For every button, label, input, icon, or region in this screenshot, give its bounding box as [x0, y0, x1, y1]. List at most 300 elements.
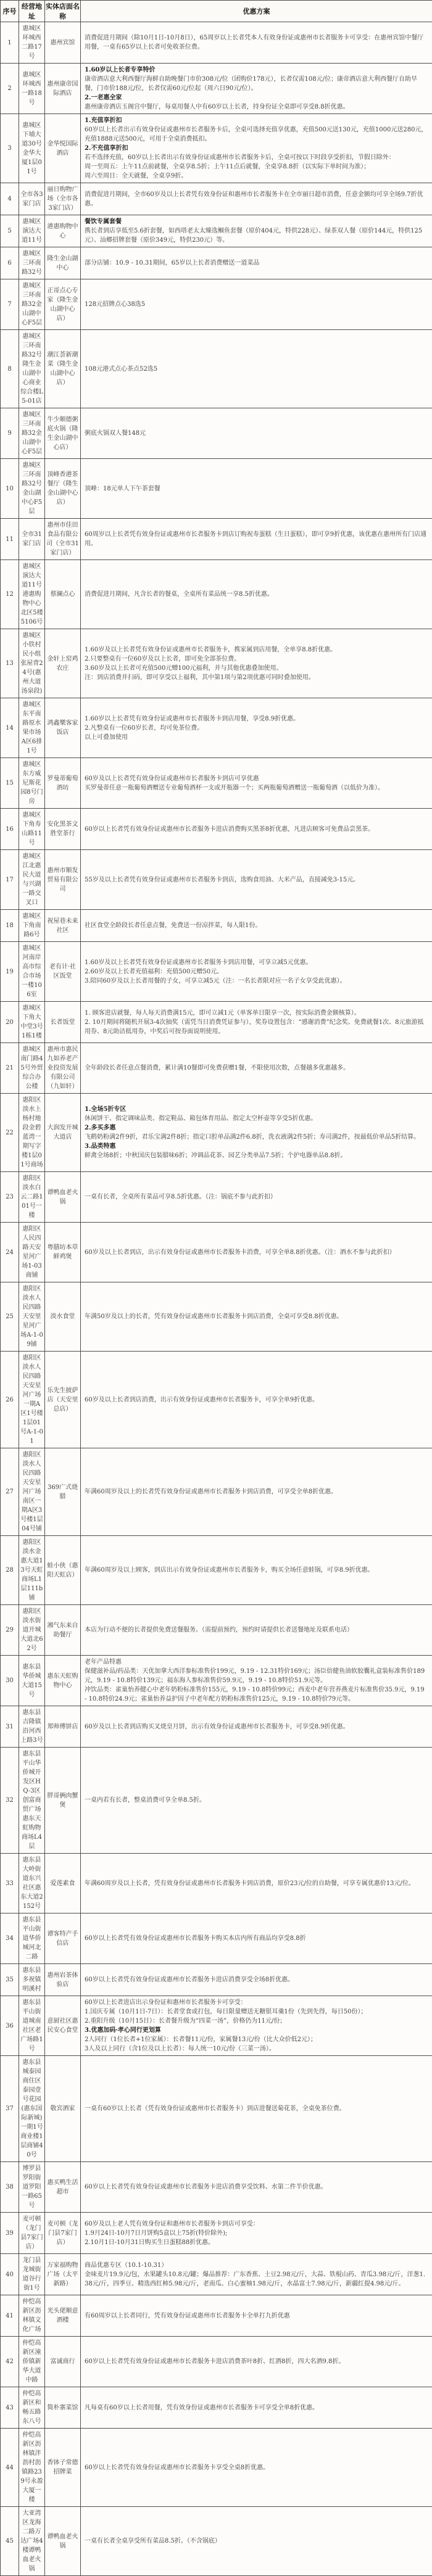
address-cell: 惠城区东平南路原水果市场A区6排1号 [19, 698, 45, 758]
offer-cell [81, 1996, 432, 2056]
offer-line: 60岁及以上长者到店，出示有效身份证或惠州市长者服务卡消费，可享全单8.8折优惠。（注：酒水不参与此折扣） [85, 1248, 428, 1257]
address-cell: 惠城区河南岸高市综合市场一楼106室 [19, 942, 45, 1002]
row-number-cell: 28 [1, 1536, 19, 1605]
offer-line: 1. 顾客进店就餐，每人每天消费满15元，即可立减1元（单客单日限享一次，按实际消费金额核算）。 [85, 1009, 428, 1018]
offer-line: 1.60岁以上长者专享特价 [85, 65, 428, 75]
table-row [1, 1282, 432, 1352]
store-name-cell: 蛙小侠（惠阳天虹店） [45, 1536, 81, 1605]
offer-line: 60周岁以上长者凭有效身份证或惠州市长者服务卡到店订购祝寿蛋糕（生日蛋糕），即可享9折优惠，该优惠在惠州所有门店通用。 [85, 530, 428, 548]
table-row [1, 942, 432, 1002]
header-store-name: 实体店面名称 [45, 1, 81, 22]
store-name-cell: 谭鸭血老火锅 [45, 2507, 81, 2576]
address-cell: 惠阳区淡水人民四路天安星河广场南区一期A区3号楼1层04号铺 [19, 1448, 45, 1536]
store-name-cell: 香钵子常德招牌菜 [45, 2429, 81, 2507]
offer-line: 2.只要整桌有一位60岁及以上长者，即可免全部茶位费。 [85, 654, 428, 664]
row-number-cell: 22 [1, 1094, 19, 1172]
row-number-cell: 31 [1, 1706, 19, 1748]
offer-line: 2.凡整桌有一位60岁长者，均可免茶位费。 [85, 724, 428, 733]
address-cell: 全市各3家门店 [19, 183, 45, 215]
row-number-cell: 40 [1, 2254, 19, 2295]
address-cell: 全市31家门店 [19, 519, 45, 560]
address-cell: 惠阳区淡水人民四路天安星河广场一期A区1号楼1层01号A-1-01 [19, 1352, 45, 1448]
offer-line: 惠州康帝酒店玉阁宫中餐厅，每桌用餐人中有60岁以上长者，持身份证全桌即可享受8.8折优惠。 [85, 102, 428, 112]
offer-cell [81, 2295, 432, 2337]
row-number-cell: 11 [1, 519, 19, 560]
address-cell: 惠城区小铁村民小组张屋背24号(惠州大道汤泉段) [19, 629, 45, 698]
offer-line: 60岁及以上长者凭有效身份证或惠州市长者服务卡到店可享优惠 [85, 774, 428, 783]
address-cell: 惠东县平山华侨城开发区HQ-3区创富商贸广场惠东天虹购物商场L4层 [19, 1748, 45, 1854]
table-row [1, 1996, 432, 2056]
row-number-cell: 24 [1, 1223, 19, 1282]
table-row [1, 910, 432, 942]
row-number-cell: 42 [1, 2337, 19, 2387]
table-row [1, 2337, 432, 2387]
offer-line: 冲饮品类：雀巢怡养健心中老年奶粉标准售价155元，9.19 - 10.8特价99元；西麦中老年营养燕麦片标准售价35.9元，9.19 - 10.8特价24.9元；雀巢怡养益护因子中老年配方奶粉标准售价125元，9.19 - 10.8特价79元等。 [85, 1685, 428, 1704]
offer-cell [81, 247, 432, 279]
store-name-cell: 金轩上窑鸡农庄 [45, 629, 81, 698]
offer-line: 3.品类特惠 [85, 1142, 428, 1151]
header-no: 序号 [1, 1, 19, 22]
store-name-cell: 安化黑茶文胜堂茶行 [45, 809, 81, 850]
row-number-cell: 38 [1, 2162, 19, 2213]
offer-line: 携长者到店享低至5.6折套餐，如西塔老太太臻选鲴鱼套餐（原价404元，特供228元）、绿茶双人餐（原价144元，特供125元）、汕郷招牌套餐（原价349元，特供230元）等。 [85, 226, 428, 245]
offer-line: 3.优惠加码·孝心同行更划算 [85, 2026, 428, 2035]
offer-cell [81, 64, 432, 114]
offer-line: 一桌内若有长者，整桌消费可享全单8.5折。 [85, 1796, 428, 1805]
table-row [1, 1656, 432, 1706]
table-row [1, 1706, 432, 1748]
row-number-cell: 9 [1, 408, 19, 459]
table-row [1, 330, 432, 408]
row-number-cell: 6 [1, 247, 19, 279]
row-number-cell: 32 [1, 1748, 19, 1854]
offer-line: 消费促进月期间，全市60岁及以上长者凭有效身份证和惠州市长者服务卡在全市丽日超市消费，任意金额均可享全场9.7折优惠。 [85, 190, 428, 208]
offer-line: 60岁及以上长者到店消费，出示有效身份证或惠州市长者服务卡，可享全单9折优惠。 [85, 1395, 428, 1405]
table-row [1, 2507, 432, 2576]
offer-cell [81, 1964, 432, 1996]
offer-cell [81, 758, 432, 809]
address-cell: 惠城区三环南路32号隆生金山湖中心商业综合楼L5-01店 [19, 330, 45, 408]
table-row [1, 2213, 432, 2254]
store-name-cell: 369广式烧腊 [45, 1448, 81, 1536]
offer-line: 1.充值享折扣 [85, 116, 428, 125]
store-name-cell: 惠州岩茶体验店 [45, 1964, 81, 1996]
offer-line: 60岁以上长者凭有效身份证或惠州市长者服务卡购买本店内所有商品均享受8.8折 [85, 1934, 428, 1943]
offer-line: 休闲饼干、指定调味品类、指定鞋品、箱包体育用品、指定太空杯壶等享受5折优惠。 [85, 1114, 428, 1123]
row-number-cell: 41 [1, 2295, 19, 2337]
offer-line: 60岁以上长者凭有效身份证或惠州市长者服务卡享受全桌8折优惠。 [85, 2463, 428, 2472]
row-number-cell: 44 [1, 2429, 19, 2507]
table-row [1, 1094, 432, 1172]
store-name-cell: 麦可顿（龙门县7家门店） [45, 2213, 81, 2254]
offer-line: 1.60岁及以上长者凭有效身份证或惠州市长者服务卡，携家属到店用餐，全单享8.8折优惠。 [85, 645, 428, 654]
table-row [1, 1448, 432, 1536]
table-row [1, 2254, 432, 2295]
store-name-cell: 潮江荟新潮菜（隆生金山湖中心店） [45, 330, 81, 408]
row-number-cell: 15 [1, 758, 19, 809]
offer-cell [81, 942, 432, 1002]
address-cell: 惠城区演达大道11号 [19, 215, 45, 247]
offer-line: 粥底火锅双人餐148元 [85, 429, 428, 438]
offer-cell [81, 183, 432, 215]
table-row [1, 698, 432, 758]
table-row [1, 2162, 432, 2213]
offer-cell [81, 1913, 432, 1964]
table-row [1, 1964, 432, 1996]
table-row [1, 2429, 432, 2507]
row-number-cell: 4 [1, 183, 19, 215]
row-number-cell: 1 [1, 22, 19, 64]
table-row [1, 114, 432, 183]
store-name-cell: 长者饭堂 [45, 1002, 81, 1043]
table-row [1, 1223, 432, 1282]
offer-line: 本店为行动不便的长者提供免费送餐服务。（需提前预约，预约时请提供长者送餐地址及联系电话） [85, 1625, 428, 1635]
table-row [1, 215, 432, 247]
offer-line: 周一至周五：上午11点前就餐，全桌享8.5折；上午11点后就餐，全桌享8.8折（以实际下单时间为准）； [85, 162, 428, 171]
table-row [1, 183, 432, 215]
store-name-cell: 祝屋巷未来社区 [45, 910, 81, 942]
address-cell: 龙门县龙城街道谷行街1号 [19, 2254, 45, 2295]
address-cell: 仲恺高新区潼侨镇新华大道中路 [19, 2337, 45, 2387]
row-number-cell: 3 [1, 114, 19, 183]
address-cell: 惠东县城泰园商住区泰园壹号花园(惠东国际新城)一期1号商业楼1层商铺40号 [19, 2056, 45, 2162]
table-row [1, 809, 432, 850]
offer-line: 3人及以上同行（含1位及以上长者）：每人统一10元/份（三菜一汤）。 [85, 2044, 428, 2054]
table-row [1, 850, 432, 910]
offer-cell [81, 698, 432, 758]
store-name-cell: 正哥点心专家（隆生金山湖中心店） [45, 279, 81, 330]
store-name-cell: 意厨社区惠民安心食堂 [45, 1996, 81, 2056]
store-name-cell: 惠州市佳田食品有限公司（全市31家门店） [45, 519, 81, 560]
row-number-cell: 7 [1, 279, 19, 330]
store-name-cell: 顶峰香港茶餐厅（隆生金山湖中心店） [45, 459, 81, 519]
offer-line: 鲜禽全场8折；中秋国庆包装腊味6折；冲调品花茶、园艺分类单品7.5折；个护电器单品8.8折。 [85, 1151, 428, 1160]
row-number-cell: 27 [1, 1448, 19, 1536]
store-name-cell: 郑师傅饼店 [45, 1706, 81, 1748]
address-cell: 惠东县华侨城大道15号 [19, 1656, 45, 1706]
offer-line: 消费促进月期间，凡含长者的餐桌，全桌所有菜品统一享8.5折优惠。 [85, 590, 428, 599]
store-name-cell: 金华悦国际酒店 [45, 114, 81, 183]
store-name-cell: 惠州市顺发贸易有限公司 [45, 850, 81, 910]
table-row [1, 2387, 432, 2429]
offer-cell [81, 519, 432, 560]
offer-line: 60岁及以上老人凭有效身份证和惠州市长者服务卡到店可享受： [85, 2219, 428, 2229]
offer-cell [81, 1043, 432, 1094]
offer-line: 凡每桌有60岁以上长者用餐，凭有效身份证或惠州市长者服务卡可享受全单8折优惠。 [85, 2403, 428, 2413]
address-cell: 惠东县大岭街道东兴社区惠东大道2152号 [19, 1854, 45, 1913]
offer-line: 60岁以上长者出示有效身份证或惠州市长者服务卡后，全桌可选择充值享优惠，充值500元送130元，充值1000元送280元，充值1888元送500元，可用于全桌消费抵扣。 [85, 125, 428, 144]
address-cell: 惠城区下角寿山路11号 [19, 809, 45, 850]
offer-line: 128元招牌点心38选5 [85, 300, 428, 309]
address-cell: 惠东县平山街道华侨城河北二路 [19, 1913, 45, 1964]
offer-line: 2.一老惠全家 [85, 93, 428, 102]
row-number-cell: 30 [1, 1656, 19, 1706]
store-name-cell: 港惠购物中心 [45, 215, 81, 247]
offer-line: 1.60岁及以上长者凭有效身份证或惠州市长者服务卡到店用餐，可享立减5元优惠。 [85, 958, 428, 967]
row-number-cell: 14 [1, 698, 19, 758]
offer-line: 消费促进月期间（除10月1日-10月8日），65周岁以上长者凭本人有效身份证或惠州市长者服务卡可享受：在惠州宾馆中餐厅用餐，一桌有65岁以上长者可免收茶位费。 [85, 33, 428, 52]
address-cell: 惠阳区淡水上杨村地段金碧蓝湾一期写字楼1层01号商场 [19, 1094, 45, 1172]
offer-line: 年满50岁及以上的长者，凭有效身份证或惠州市长者服务卡到店消费，全桌可享受8.8折优惠。 [85, 1312, 428, 1321]
address-cell: 惠东县吉隆镇沿河西上路3号 [19, 1706, 45, 1748]
offer-cell [81, 459, 432, 519]
row-number-cell: 5 [1, 215, 19, 247]
address-cell: 惠阳区淡水人民四路天安里星河广场A-1-09铺 [19, 1282, 45, 1352]
offer-line: 注：到店消费并扫码，即可享受以上福利，其中第1项与第2项优惠可同时叠加使用。 [85, 673, 428, 682]
address-cell: 惠城区环城西二路17号 [19, 22, 45, 64]
offer-cell [81, 2507, 432, 2576]
offer-cell [81, 1282, 432, 1352]
offer-cell [81, 2387, 432, 2429]
offer-line: 飞鹤奶粉满2件9折，君乐宝满2件8折；指定口腔单品满2件6.8折，洗衣液满2件5折；寿司满2件，按最低价单品5折结算。 [85, 1133, 428, 1142]
offer-cell [81, 2213, 432, 2254]
table-row [1, 2056, 432, 2162]
table-row [1, 1536, 432, 1605]
store-name-cell: 谭鸭血老火锅 [45, 1172, 81, 1223]
store-name-cell: 万家福购物广场（太平新路） [45, 2254, 81, 2295]
row-number-cell: 16 [1, 809, 19, 850]
store-name-cell: 谭客特产手信店 [45, 1913, 81, 1964]
address-cell: 惠城区三环南路32金山湖中心F5层 [19, 408, 45, 459]
address-cell: 惠城区演达大道11号港惠购物中心北区5楼5106号 [19, 560, 45, 629]
table-row [1, 22, 432, 64]
address-cell: 博罗县罗阳街道罗阳一路65号 [19, 2162, 45, 2213]
offer-cell [81, 809, 432, 850]
table-row [1, 408, 432, 459]
offer-line: 60岁以上长者凭有效身份证或惠州市长者服务卡进店消费茶叶8折、红酒8折，四大名酒9.8折。 [85, 2357, 428, 2366]
offer-cell [81, 1854, 432, 1913]
offer-line: 60岁及以上长者到店购买叉烧皇月饼，出示有效身份证或惠州市长者服务卡，可享受8.9折优惠。 [85, 1722, 428, 1732]
store-name-cell: 富诚商行 [45, 2337, 81, 2387]
offer-line: 1.国庆专属（10月1日-7日）：长者堂食或打包，每日限量赠送无糖银耳羹1份（先到先得，每日50份）； [85, 2007, 428, 2017]
table-row [1, 1352, 432, 1448]
offer-cell [81, 560, 432, 629]
row-number-cell: 2 [1, 64, 19, 114]
store-name-cell: 惠州康帝国际酒店 [45, 64, 81, 114]
row-number-cell: 10 [1, 459, 19, 519]
row-number-cell: 37 [1, 2056, 19, 2162]
offer-cell [81, 2429, 432, 2507]
offer-line: 顶峰：18元单人下午茶套餐 [85, 484, 428, 493]
offer-line: 买罗曼蒂任意一瓶葡萄酒赠送专业葡萄酒杯一支或开瓶器一个；买两瓶葡萄酒赠送一瓶葡萄酒（以低价为准）。 [85, 783, 428, 793]
offer-cell [81, 114, 432, 183]
table-row [1, 1605, 432, 1656]
offer-line: 一桌有长者全桌享受所有菜品8.5折。（不含锅底） [85, 2537, 428, 2546]
header-row [1, 1, 432, 22]
offer-cell [81, 850, 432, 910]
address-cell: 仲恺高新区沥林镇泮沥村沥镇路239号永盈大厦一楼 [19, 2429, 45, 2507]
table-row [1, 2295, 432, 2337]
store-name-cell: 牛少顺德粥底火锅（隆生金山湖中心店） [45, 408, 81, 459]
offer-line: 2.重阳升级（10月15日）：长者餐升级为“四菜一汤”，价格仍为11元/份； [85, 2017, 428, 2026]
row-number-cell: 23 [1, 1172, 19, 1223]
row-number-cell: 39 [1, 2213, 19, 2254]
offer-line: 一桌有长者，全桌所有菜品可享8.5折优惠。（注：锅底不参与此折扣） [85, 1192, 428, 1202]
store-name-cell: 老有计·社区饭堂 [45, 942, 81, 1002]
store-name-cell: 简朴寨菜馆 [45, 2387, 81, 2429]
offer-line: 60岁以上长者凭有效身份证或惠州市长者服务卡进店消费购买黑茶8折优惠，凡进店顾客可免费品尝黑茶。 [85, 825, 428, 834]
address-cell: 大亚湾区龙海二路万达广场4楼谭鸭血老火锅 [19, 2507, 45, 2576]
row-number-cell: 8 [1, 330, 19, 408]
store-name-cell: 大润发开城大道店 [45, 1094, 81, 1172]
offer-cell [81, 2337, 432, 2387]
address-cell: 仲恺高新区和畅五路东八号 [19, 2387, 45, 2429]
offer-line: 金味麦片19.9元/包，水果罐头10.8元/罐；爆品推荐：广东香蕉、土豆2.98元/斤，大蒜、铁棍山药、青瓜3.98元/斤，洋葱1.38元/斤，四季豆、精选西红柿5.98元/斤，老南瓜、白心蜜柚1.98元/斤，水晶富士7.98元/斤，新疆红提4.98元/斤。 [85, 2270, 428, 2289]
store-name-cell: 爱莲素食 [45, 1854, 81, 1913]
store-name-cell: 粤膳坊本草鲜鸡煲 [45, 1223, 81, 1282]
offer-line: 60岁以上长者凭有效身份证或惠州市长者服务卡进店消费享受饮料、水第二件半价优惠。 [85, 2182, 428, 2192]
offer-line: 60岁以上长者凭有效身份证或惠州市长者服务卡进店消费享受全场8折优惠。 [85, 1975, 428, 1984]
offer-cell [81, 1448, 432, 1536]
row-number-cell: 13 [1, 629, 19, 698]
offer-line: 2.10月1日-10月31日购买生日蛋糕88折优惠。 [85, 2238, 428, 2247]
offer-line: 一桌有60岁以上长者（凭有效身份证或惠州市长者服务卡）到店进餐送菊花茶，全桌免茶位费。 [85, 2104, 428, 2113]
offer-line: 周六至周日：全天就餐，全桌享9折。 [85, 171, 428, 181]
table-row [1, 1043, 432, 1094]
row-number-cell: 12 [1, 560, 19, 629]
offer-line: 老年产品特惠 [85, 1657, 428, 1667]
offer-line: 2.多买多惠 [85, 1123, 428, 1133]
offer-line: 2.60岁及以上长者充值福利：充值500元赠50元。 [85, 967, 428, 976]
offer-line: 以上可叠加使用 [85, 733, 428, 742]
table-row [1, 1002, 432, 1043]
offer-line: 年满60周岁及以上的长者凭有效身份证或惠州市长者服务卡到店消费，可享受全单8折优惠。 [85, 1487, 428, 1496]
offer-cell [81, 1002, 432, 1043]
table-row [1, 279, 432, 330]
row-number-cell: 34 [1, 1913, 19, 1964]
table-row [1, 1913, 432, 1964]
offer-line: 1.9月24日-10月7日月饼购5盒以上75折(特价除外); [85, 2229, 428, 2238]
address-cell: 惠东县多祝镇明溪村 [19, 1964, 45, 1996]
offer-line: 年满60周岁及以上长者，凭有效身份证或惠州市长者服务卡到店消费，原价23元/位的自助餐，可享专属优惠价13元/位。 [85, 1879, 428, 1888]
offer-cell [81, 910, 432, 942]
offer-cell [81, 629, 432, 698]
offer-line: 2.不充值享折扣 [85, 144, 428, 153]
store-name-cell: 隆生金山湖中心 [45, 247, 81, 279]
table-row [1, 247, 432, 279]
offer-cell [81, 2056, 432, 2162]
store-name-cell: 光头佬顺意酒楼 [45, 2295, 81, 2337]
offer-line: 全年龄段长者任意点餐消费，累计满10餐即可免费获赠1餐，不限使用次数，点餐越多优惠越多。 [85, 1063, 428, 1073]
row-number-cell: 43 [1, 2387, 19, 2429]
row-number-cell: 17 [1, 850, 19, 910]
row-number-cell: 26 [1, 1352, 19, 1448]
header-address: 经营地址 [19, 1, 45, 22]
store-name-cell: 惠买鸭生活超市 [45, 2162, 81, 2213]
table-row [1, 1172, 432, 1223]
table-row [1, 459, 432, 519]
row-number-cell: 21 [1, 1043, 19, 1094]
address-cell: 惠阳区淡水白云二路101号一楼 [19, 1172, 45, 1223]
address-cell: 惠城区江北惠民大道与兴湖一路交叉口 [19, 850, 45, 910]
offer-cell [81, 408, 432, 459]
address-cell: 惠阳区淡水街道开城大道北62号 [19, 1605, 45, 1656]
row-number-cell: 19 [1, 942, 19, 1002]
offer-line: 1.60岁以上长者凭有效身份证或惠州市长者服务卡到店用餐，享受8.9折优惠。 [85, 714, 428, 724]
offer-line: 3.60岁及以上长者可充值500元赠100元福利，并与其他优惠叠加使用。 [85, 664, 428, 673]
address-cell: 惠阳区人民四路天安星河广场1-03商铺 [19, 1223, 45, 1282]
offer-line: 55岁及以上长者凭有效身份证或惠州市长者服务卡到店，选购食用油、大米产品，直接减免3-15元。 [85, 875, 428, 885]
table-row [1, 560, 432, 629]
address-cell: 惠城区三环南路32号金山湖中心F5层 [19, 459, 45, 519]
offer-cell [81, 22, 432, 64]
offer-line: 若不选择充值，60岁以上长者出示有效身份证或惠州市长者服务卡后，全桌可按以下时段享受折扣，节假日除外： [85, 153, 428, 162]
offer-line: 2. 10月期间将随机开展3-4次抽奖（需凭当日消费凭证参与），奖券设置包含：“感谢消费”纪念奖、免费就餐1次、8元旅游抵用券、8元助洁抵用券，中奖后可按券面说明使用。 [85, 1018, 428, 1036]
address-cell: 仲恺高新区沥林镇文化广场 [19, 2295, 45, 2337]
store-name-cell: 湘气东来自助餐厅 [45, 1605, 81, 1656]
offer-cell [81, 1172, 432, 1223]
offer-cell [81, 2162, 432, 2213]
address-cell: 惠城区环城西一路18号 [19, 64, 45, 114]
row-number-cell: 35 [1, 1964, 19, 1996]
offer-cell [81, 215, 432, 247]
offer-cell [81, 1656, 432, 1706]
store-name-cell: 丽日购物广场（全市各3家门店） [45, 183, 81, 215]
row-number-cell: 18 [1, 910, 19, 942]
offer-line: 2人同行（1位长者+1位家属）：长者餐11元/份，家属餐13元/份（比大众价低2元）； [85, 2035, 428, 2044]
row-number-cell: 33 [1, 1854, 19, 1913]
store-name-cell: 罗曼蒂葡萄酒坊 [45, 758, 81, 809]
row-number-cell: 29 [1, 1605, 19, 1656]
offer-line: 年满60周岁及以上顾客，到店出示有效身份证或惠州市长者服务卡，购买全场任意蛙锅，可享8.9折优惠。 [85, 1566, 428, 1575]
address-cell: 惠城区三环南路32金山湖中心F5层 [19, 279, 45, 330]
store-name-cell: 敬宾酒家 [45, 2056, 81, 2162]
table-row [1, 1748, 432, 1854]
store-name-cell: 惠州宾馆 [45, 22, 81, 64]
offer-cell [81, 1605, 432, 1656]
offer-line: 保健滋补品/药品类：天优加拿大西洋参标准售价199元，9.19 - 12.31特价169元；汤臣倍健鱼油软胶囊礼盒装标准售价189元，9.19 - 10.8特价139元；福东海人参标准售价59.9元，9.19 - 10.8特价51.9元等。 [85, 1667, 428, 1685]
offer-line: 部分店铺：10.9 - 10.31期间，65岁以上长者消费赠送一道菜品 [85, 258, 428, 268]
store-name-cell: 惠州市惠民九如养老产业投资发展有限公司（九如轩） [45, 1043, 81, 1094]
offer-line: 康帝酒店意大利西餐厅海鲜自助晚餐门市价308元/位（团购价178元），长者仅需108元/位；康帝酒店意大利西餐厅自助早餐，门市价188元/位，长者仅需60元/位起（周六日90元/位）。 [85, 75, 428, 93]
row-number-cell: 45 [1, 2507, 19, 2576]
offer-cell [81, 279, 432, 330]
header-offer: 优惠方案 [81, 1, 432, 22]
address-cell: 麦可顿（龙门县7家门店） [19, 2213, 45, 2254]
offer-line: 有60周岁以上长者同行，凭有效身份证或惠州市长者服务卡全单打九折优惠 [85, 2311, 428, 2321]
row-number-cell: 25 [1, 1282, 19, 1352]
table-row [1, 758, 432, 809]
offer-cell [81, 1352, 432, 1448]
store-name-cell: 蔡澜点心 [45, 560, 81, 629]
offer-line: 3.陪同60岁及以上长者用餐的子女，可享立减5元（注：一名长者限对应一名子女享受此优惠）。 [85, 976, 428, 986]
offer-cell [81, 1706, 432, 1748]
offer-line: 60岁以上长者进店出示身份证和惠州市长者服务卡可享受： [85, 1998, 428, 2007]
row-number-cell: 36 [1, 1996, 19, 2056]
offer-line: 社区食堂全龄段长者任意点餐，免费送一份凉拌菜，每人限1份。 [85, 921, 428, 930]
offer-cell [81, 1536, 432, 1605]
offer-cell [81, 1094, 432, 1172]
table-row [1, 629, 432, 698]
offer-line: 108元港式点心茶点52选5 [85, 365, 428, 374]
store-name-cell: 乐先生披萨店（天安里总店） [45, 1352, 81, 1448]
offer-cell [81, 2254, 432, 2295]
row-number-cell: 20 [1, 1002, 19, 1043]
table-row [1, 519, 432, 560]
offer-cell [81, 1223, 432, 1282]
table-row [1, 64, 432, 114]
offer-line: 餐饮专属套餐 [85, 217, 428, 226]
address-cell: 惠城区下埔大道30号金华大厦1层01号 [19, 114, 45, 183]
offer-line: 商品优惠专区（10.1-10.31） [85, 2261, 428, 2270]
store-name-cell: 淡水食堂 [45, 1282, 81, 1352]
store-name-cell: 惠东天虹购物中心 [45, 1656, 81, 1706]
offer-cell [81, 1748, 432, 1854]
offer-cell [81, 330, 432, 408]
offer-line: 1.全场5折专区 [85, 1105, 428, 1114]
store-name-cell: 鸿鑫樂客家饭店 [45, 698, 81, 758]
address-cell: 惠城区下角大中堂3号1栋1楼 [19, 1002, 45, 1043]
